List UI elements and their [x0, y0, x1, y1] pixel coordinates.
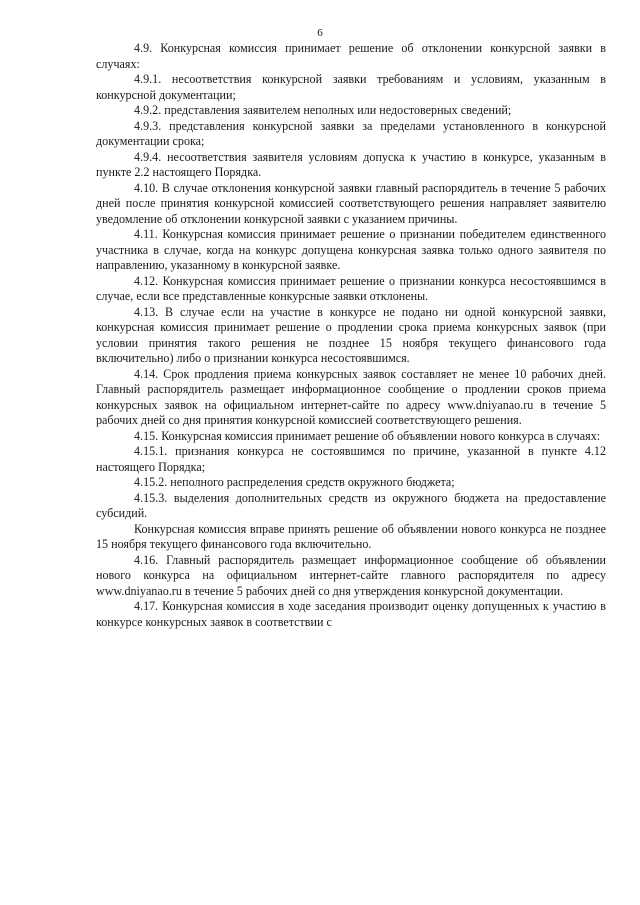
- paragraph-4-16: 4.16. Главный распорядитель размещает информационное сообщение об объявлении нового конкурса на официальном интернет-сайте главного распорядителя по адресу www.dniyanao.ru в течение 5 рабочих дней со дня утверждения конкурсной документации.: [96, 552, 606, 598]
- paragraph-4-17: 4.17. Конкурсная комиссия в ходе заседания производит оценку допущенных к участию в конкурсе конкурсных заявок в соответствии с: [96, 599, 606, 629]
- paragraph-4-10: 4.10. В случае отклонения конкурсной заявки главный распорядитель в течение 5 рабочих дней после принятия конкурсной комиссией соответствующего решения направляет заявителю уведомление об отклонении конкурсной заявки с указанием причины.: [96, 180, 606, 226]
- paragraph-4-9-1: 4.9.1. несоответствия конкурсной заявки требованиям и условиям, указанным в конкурсной документации;: [96, 72, 606, 102]
- document-body: [96, 41, 606, 630]
- paragraph-new-contest-note: Конкурсная комиссия вправе принять решение об объявлении нового конкурса не позднее 15 ноября текущего финансового года включительно.: [96, 521, 606, 551]
- paragraph-4-14: 4.14. Срок продления приема конкурсных заявок составляет не менее 10 рабочих дней. Главный распорядитель размещает информационное сообщение о продлении сроков приема конкурсных заявок на официальном интернет-сайте по адресу www.dniyanao.ru в течение 5 рабочих дней со дня принятия конкурсной комиссией соответствующего решения.: [96, 366, 606, 427]
- paragraph-4-13: 4.13. В случае если на участие в конкурсе не подано ни одной конкурсной заявки, конкурсная комиссия принимает решение о продлении срока приема конкурсных заявок (при условии принятия такого решения не позднее 15 ноября текущего финансового года включительно) либо о признании конкурса несостоявшимся.: [96, 304, 606, 365]
- paragraph-4-9-3: 4.9.3. представления конкурсной заявки за пределами установленного в конкурсной документации срока;: [96, 118, 606, 148]
- paragraph-4-15-1: 4.15.1. признания конкурса не состоявшимся по причине, указанной в пункте 4.12 настоящего Порядка;: [96, 444, 606, 474]
- paragraph-4-12: 4.12. Конкурсная комиссия принимает решение о признании конкурса несостоявшимся в случае, если все представленные конкурсные заявки отклонены.: [96, 273, 606, 303]
- paragraph-4-15-2: 4.15.2. неполного распределения средств окружного бюджета;: [134, 475, 455, 489]
- paragraph-4-9-4: 4.9.4. несоответствия заявителя условиям допуска к участию в конкурсе, указанным в пункте 2.2 настоящего Порядка.: [96, 149, 606, 179]
- paragraph-4-9: 4.9. Конкурсная комиссия принимает решение об отклонении конкурсной заявки в случаях:: [96, 41, 606, 71]
- page-number: 6: [317, 27, 323, 39]
- paragraph-4-9-2: 4.9.2. представления заявителем неполных или недостоверных сведений;: [134, 103, 512, 117]
- paragraph-4-15: 4.15. Конкурсная комиссия принимает решение об объявлении нового конкурса в случаях:: [134, 428, 601, 443]
- paragraph-4-15-3: 4.15.3. выделения дополнительных средств из окружного бюджета на предоставление субсидий.: [96, 490, 606, 520]
- paragraph-4-11: 4.11. Конкурсная комиссия принимает решение о признании победителем единственного участника в случае, когда на конкурс допущена конкурсная заявка только одного заявителя по направлению, указанному в конкурсной заявке.: [96, 227, 606, 272]
